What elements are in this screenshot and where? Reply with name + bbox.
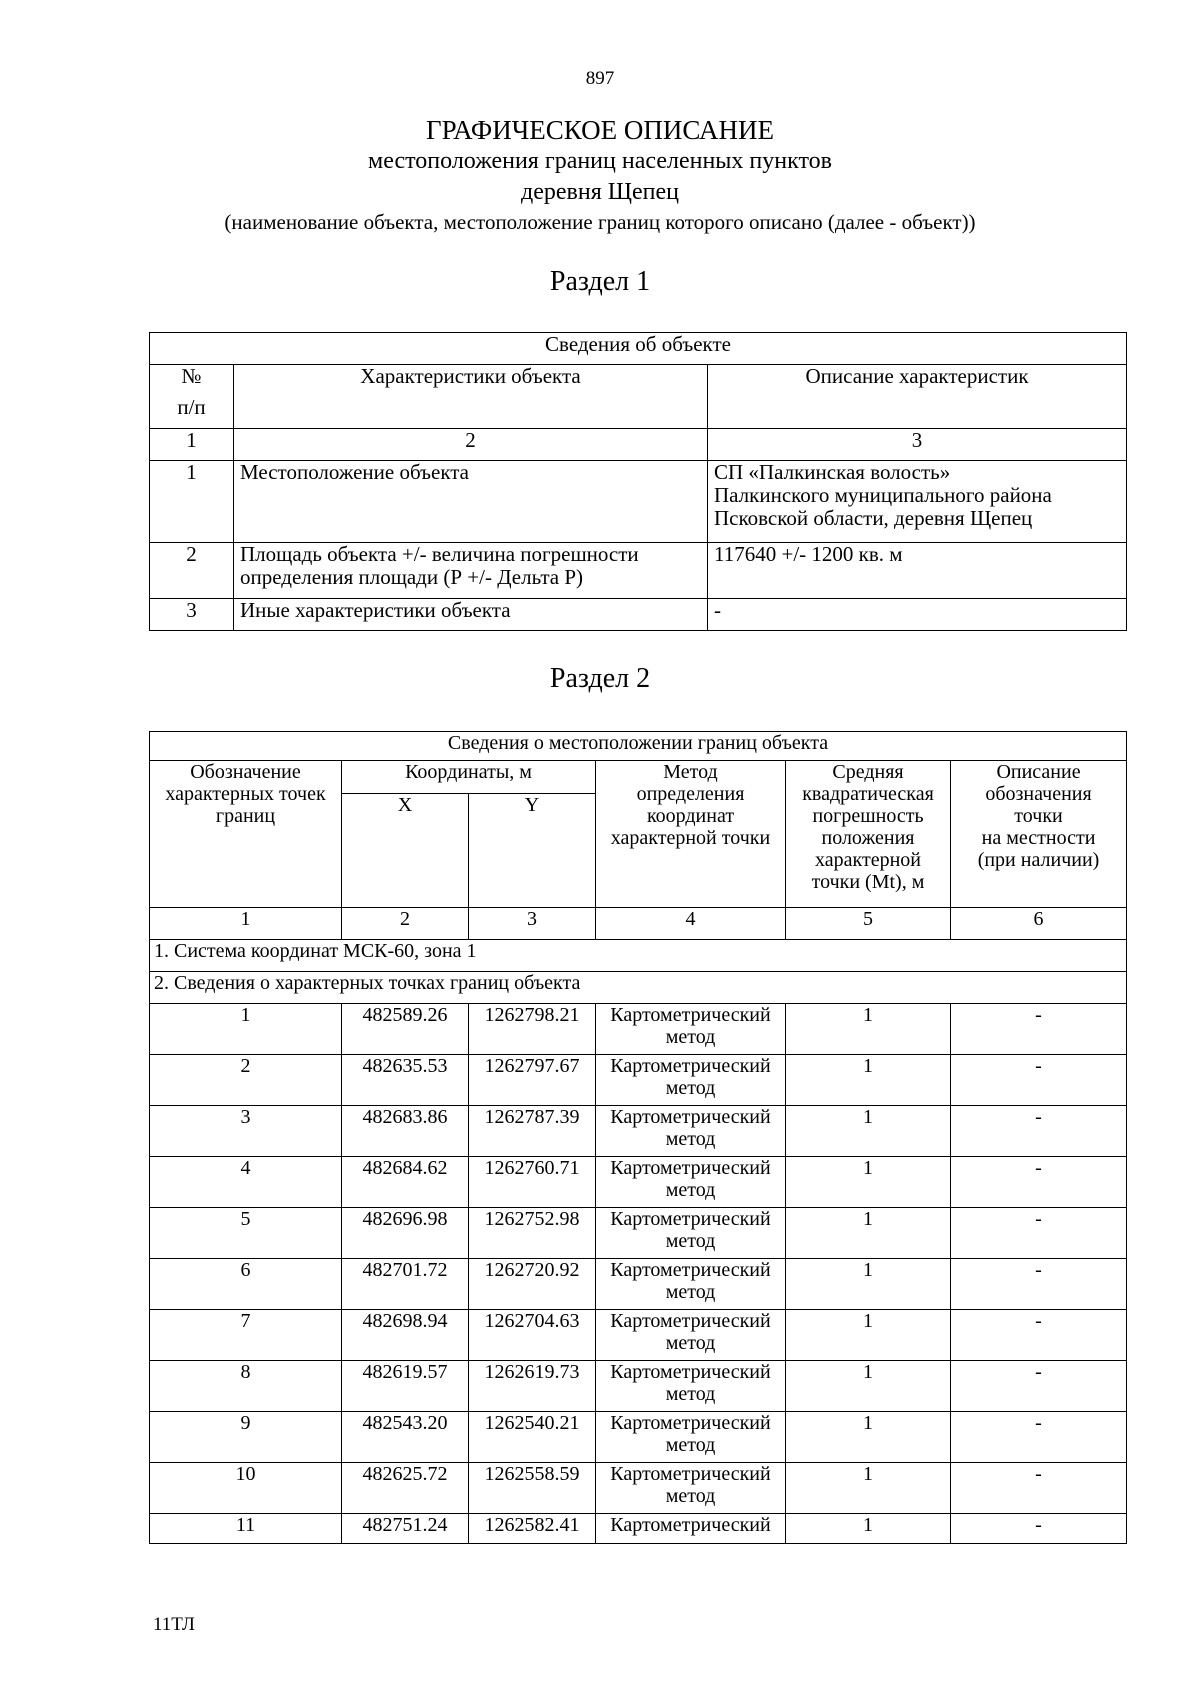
- point-x: 482619.57: [342, 1361, 469, 1412]
- row-description: [708, 543, 1127, 599]
- method-line: метод: [665, 1077, 716, 1099]
- row-num: 2: [150, 543, 234, 599]
- method-line: Картометрический: [610, 1157, 771, 1179]
- header-line: характерной: [815, 849, 921, 871]
- point-x: 482589.26: [342, 1004, 469, 1055]
- point-description: -: [951, 1361, 1127, 1412]
- column-number: 2: [342, 908, 469, 940]
- table-row: [150, 543, 1127, 599]
- header-line: характерных точек: [165, 783, 326, 805]
- header-coordinates: Координаты, м: [342, 761, 596, 794]
- point-x: 482625.72: [342, 1463, 469, 1514]
- title-note: (наименование объекта, местоположение границ которого описано (далее - объект)): [224, 210, 976, 234]
- point-number: 8: [150, 1361, 342, 1412]
- header-error: [786, 761, 951, 908]
- header-line: положения: [821, 827, 915, 849]
- point-y: 1262797.67: [469, 1055, 596, 1106]
- point-error: 1: [786, 1310, 951, 1361]
- point-description: -: [951, 1412, 1127, 1463]
- point-number: 3: [150, 1106, 342, 1157]
- table-caption: Сведения об объекте: [150, 333, 1127, 365]
- method-line: метод: [665, 1383, 716, 1405]
- method-line: метод: [665, 1128, 716, 1150]
- description-line: 117640 +/- 1200 кв. м: [714, 542, 903, 566]
- point-method: [596, 1514, 786, 1544]
- point-number: 5: [150, 1208, 342, 1259]
- boundary-points-table: [149, 731, 1127, 1544]
- point-x: 482683.86: [342, 1106, 469, 1157]
- point-error: 1: [786, 1514, 951, 1544]
- row-num: 1: [150, 461, 234, 543]
- column-number: 6: [951, 908, 1127, 940]
- header-num: [150, 365, 234, 429]
- table-row: [150, 1055, 1127, 1106]
- row-characteristic: [234, 599, 708, 631]
- header-line: точки: [1014, 805, 1063, 827]
- method-line: Картометрический: [610, 1463, 771, 1485]
- header-num-line: №: [181, 364, 202, 388]
- document-title: [0, 114, 1200, 237]
- table-row: [150, 1157, 1127, 1208]
- point-number: 1: [150, 1004, 342, 1055]
- column-number: 4: [596, 908, 786, 940]
- table-row: [150, 1463, 1127, 1514]
- point-method: [596, 1361, 786, 1412]
- point-number: 6: [150, 1259, 342, 1310]
- table-row: [150, 1004, 1127, 1055]
- point-x: 482751.24: [342, 1514, 469, 1544]
- method-line: метод: [665, 1230, 716, 1252]
- point-x: 482684.62: [342, 1157, 469, 1208]
- point-y: 1262787.39: [469, 1106, 596, 1157]
- section2-heading: Раздел 2: [549, 663, 651, 694]
- point-y: 1262752.98: [469, 1208, 596, 1259]
- point-x: 482701.72: [342, 1259, 469, 1310]
- method-line: Картометрический: [610, 1259, 771, 1281]
- point-error: 1: [786, 1259, 951, 1310]
- header-line: точки (Mt), м: [811, 871, 925, 893]
- table-row: [150, 1310, 1127, 1361]
- point-error: 1: [786, 1412, 951, 1463]
- header-point-description: [951, 761, 1127, 908]
- point-y: 1262720.92: [469, 1259, 596, 1310]
- point-number: 4: [150, 1157, 342, 1208]
- header-line: границ: [215, 805, 276, 827]
- method-line: Картометрический: [610, 1514, 771, 1536]
- header-x: X: [342, 794, 469, 908]
- header-line: квадратическая: [802, 783, 934, 805]
- point-method: [596, 1259, 786, 1310]
- point-x: 482635.53: [342, 1055, 469, 1106]
- column-number: 2: [234, 429, 708, 461]
- method-line: Картометрический: [610, 1106, 771, 1128]
- column-number: 3: [469, 908, 596, 940]
- characteristic-line: определения площади (Р +/- Дельта Р): [240, 565, 584, 589]
- page-number: 897: [585, 68, 615, 89]
- object-info-table: [149, 332, 1127, 631]
- table-row: [150, 1259, 1127, 1310]
- point-method: [596, 1412, 786, 1463]
- header-line: на местности: [981, 827, 1096, 849]
- point-description: -: [951, 1310, 1127, 1361]
- row-num: 3: [150, 599, 234, 631]
- method-line: метод: [665, 1281, 716, 1303]
- point-error: 1: [786, 1157, 951, 1208]
- description-line: Палкинского муниципального района: [714, 483, 1052, 507]
- header-line: характерной точки: [610, 827, 771, 849]
- table-caption: Сведения о местоположении границ объекта: [150, 732, 1127, 761]
- column-number: 1: [150, 908, 342, 940]
- column-number: 1: [150, 429, 234, 461]
- header-characteristics: Характеристики объекта: [234, 365, 708, 429]
- points-section-row: 2. Сведения о характерных точках границ объекта: [150, 972, 1127, 1004]
- point-error: 1: [786, 1463, 951, 1514]
- header-method: [596, 761, 786, 908]
- row-characteristic: [234, 461, 708, 543]
- column-number: 3: [708, 429, 1127, 461]
- point-x: 482698.94: [342, 1310, 469, 1361]
- description-line: СП «Палкинская волость»: [714, 460, 951, 484]
- point-number: 2: [150, 1055, 342, 1106]
- point-method: [596, 1310, 786, 1361]
- point-error: 1: [786, 1208, 951, 1259]
- title-subtitle: местоположения границ населенных пунктов: [368, 148, 832, 174]
- point-description: -: [951, 1259, 1127, 1310]
- point-x: 482696.98: [342, 1208, 469, 1259]
- header-line: обозначения: [985, 783, 1092, 805]
- table-row: [150, 599, 1127, 631]
- method-line: Картометрический: [610, 1055, 771, 1077]
- point-error: 1: [786, 1004, 951, 1055]
- method-line: метод: [665, 1332, 716, 1354]
- header-line: определения: [636, 783, 745, 805]
- description-line: -: [714, 598, 721, 622]
- point-description: -: [951, 1106, 1127, 1157]
- header-line: Метод: [663, 761, 718, 783]
- point-description: -: [951, 1055, 1127, 1106]
- point-error: 1: [786, 1106, 951, 1157]
- method-line: метод: [665, 1026, 716, 1048]
- point-description: -: [951, 1514, 1127, 1544]
- point-y: 1262582.41: [469, 1514, 596, 1544]
- row-description: [708, 599, 1127, 631]
- header-description: Описание характеристик: [708, 365, 1127, 429]
- coordinate-system-row: 1. Система координат МСК-60, зона 1: [150, 940, 1127, 972]
- method-line: метод: [665, 1485, 716, 1507]
- point-description: -: [951, 1463, 1127, 1514]
- method-line: Картометрический: [610, 1361, 771, 1383]
- method-line: Картометрический: [610, 1208, 771, 1230]
- header-line: Средняя: [832, 761, 904, 783]
- header-line: Обозначение: [190, 761, 301, 783]
- point-method: [596, 1055, 786, 1106]
- header-num-line: п/п: [177, 395, 206, 419]
- point-method: [596, 1004, 786, 1055]
- characteristic-line: Иные характеристики объекта: [240, 598, 511, 622]
- method-line: Картометрический: [610, 1412, 771, 1434]
- footer-code: 11ТЛ: [153, 1614, 195, 1635]
- table-row: [150, 1208, 1127, 1259]
- point-y: 1262558.59: [469, 1463, 596, 1514]
- point-x: 482543.20: [342, 1412, 469, 1463]
- point-number: 11: [150, 1514, 342, 1544]
- table-row: [150, 1412, 1127, 1463]
- header-line: Описание: [996, 761, 1081, 783]
- table-row: [150, 1514, 1127, 1544]
- method-line: Картометрический: [610, 1310, 771, 1332]
- point-description: -: [951, 1004, 1127, 1055]
- column-number: 5: [786, 908, 951, 940]
- method-line: метод: [665, 1434, 716, 1456]
- table-row: [150, 1361, 1127, 1412]
- header-line: (при наличии): [977, 849, 1100, 871]
- point-y: 1262704.63: [469, 1310, 596, 1361]
- method-line: Картометрический: [610, 1004, 771, 1026]
- title-main: ГРАФИЧЕСКОЕ ОПИСАНИЕ: [425, 115, 775, 145]
- row-description: [708, 461, 1127, 543]
- point-number: 9: [150, 1412, 342, 1463]
- description-line: Псковской области, деревня Щепец: [714, 506, 1033, 530]
- method-line: метод: [665, 1179, 716, 1201]
- header-y: Y: [469, 794, 596, 908]
- point-error: 1: [786, 1055, 951, 1106]
- characteristic-line: Площадь объекта +/- величина погрешности: [240, 542, 639, 566]
- header-line: координат: [646, 805, 735, 827]
- point-method: [596, 1157, 786, 1208]
- section1-heading: Раздел 1: [549, 266, 651, 297]
- point-method: [596, 1106, 786, 1157]
- point-y: 1262760.71: [469, 1157, 596, 1208]
- point-y: 1262540.21: [469, 1412, 596, 1463]
- point-description: -: [951, 1208, 1127, 1259]
- characteristic-line: Местоположение объекта: [240, 460, 470, 484]
- header-designation: [150, 761, 342, 908]
- point-method: [596, 1463, 786, 1514]
- points-body: [150, 1004, 1127, 1544]
- point-error: 1: [786, 1361, 951, 1412]
- header-line: погрешность: [812, 805, 924, 827]
- row-characteristic: [234, 543, 708, 599]
- title-object-name: деревня Щепец: [521, 179, 679, 205]
- point-number: 7: [150, 1310, 342, 1361]
- point-y: 1262619.73: [469, 1361, 596, 1412]
- point-method: [596, 1208, 786, 1259]
- table-row: [150, 461, 1127, 543]
- point-y: 1262798.21: [469, 1004, 596, 1055]
- point-number: 10: [150, 1463, 342, 1514]
- table-row: [150, 1106, 1127, 1157]
- point-description: -: [951, 1157, 1127, 1208]
